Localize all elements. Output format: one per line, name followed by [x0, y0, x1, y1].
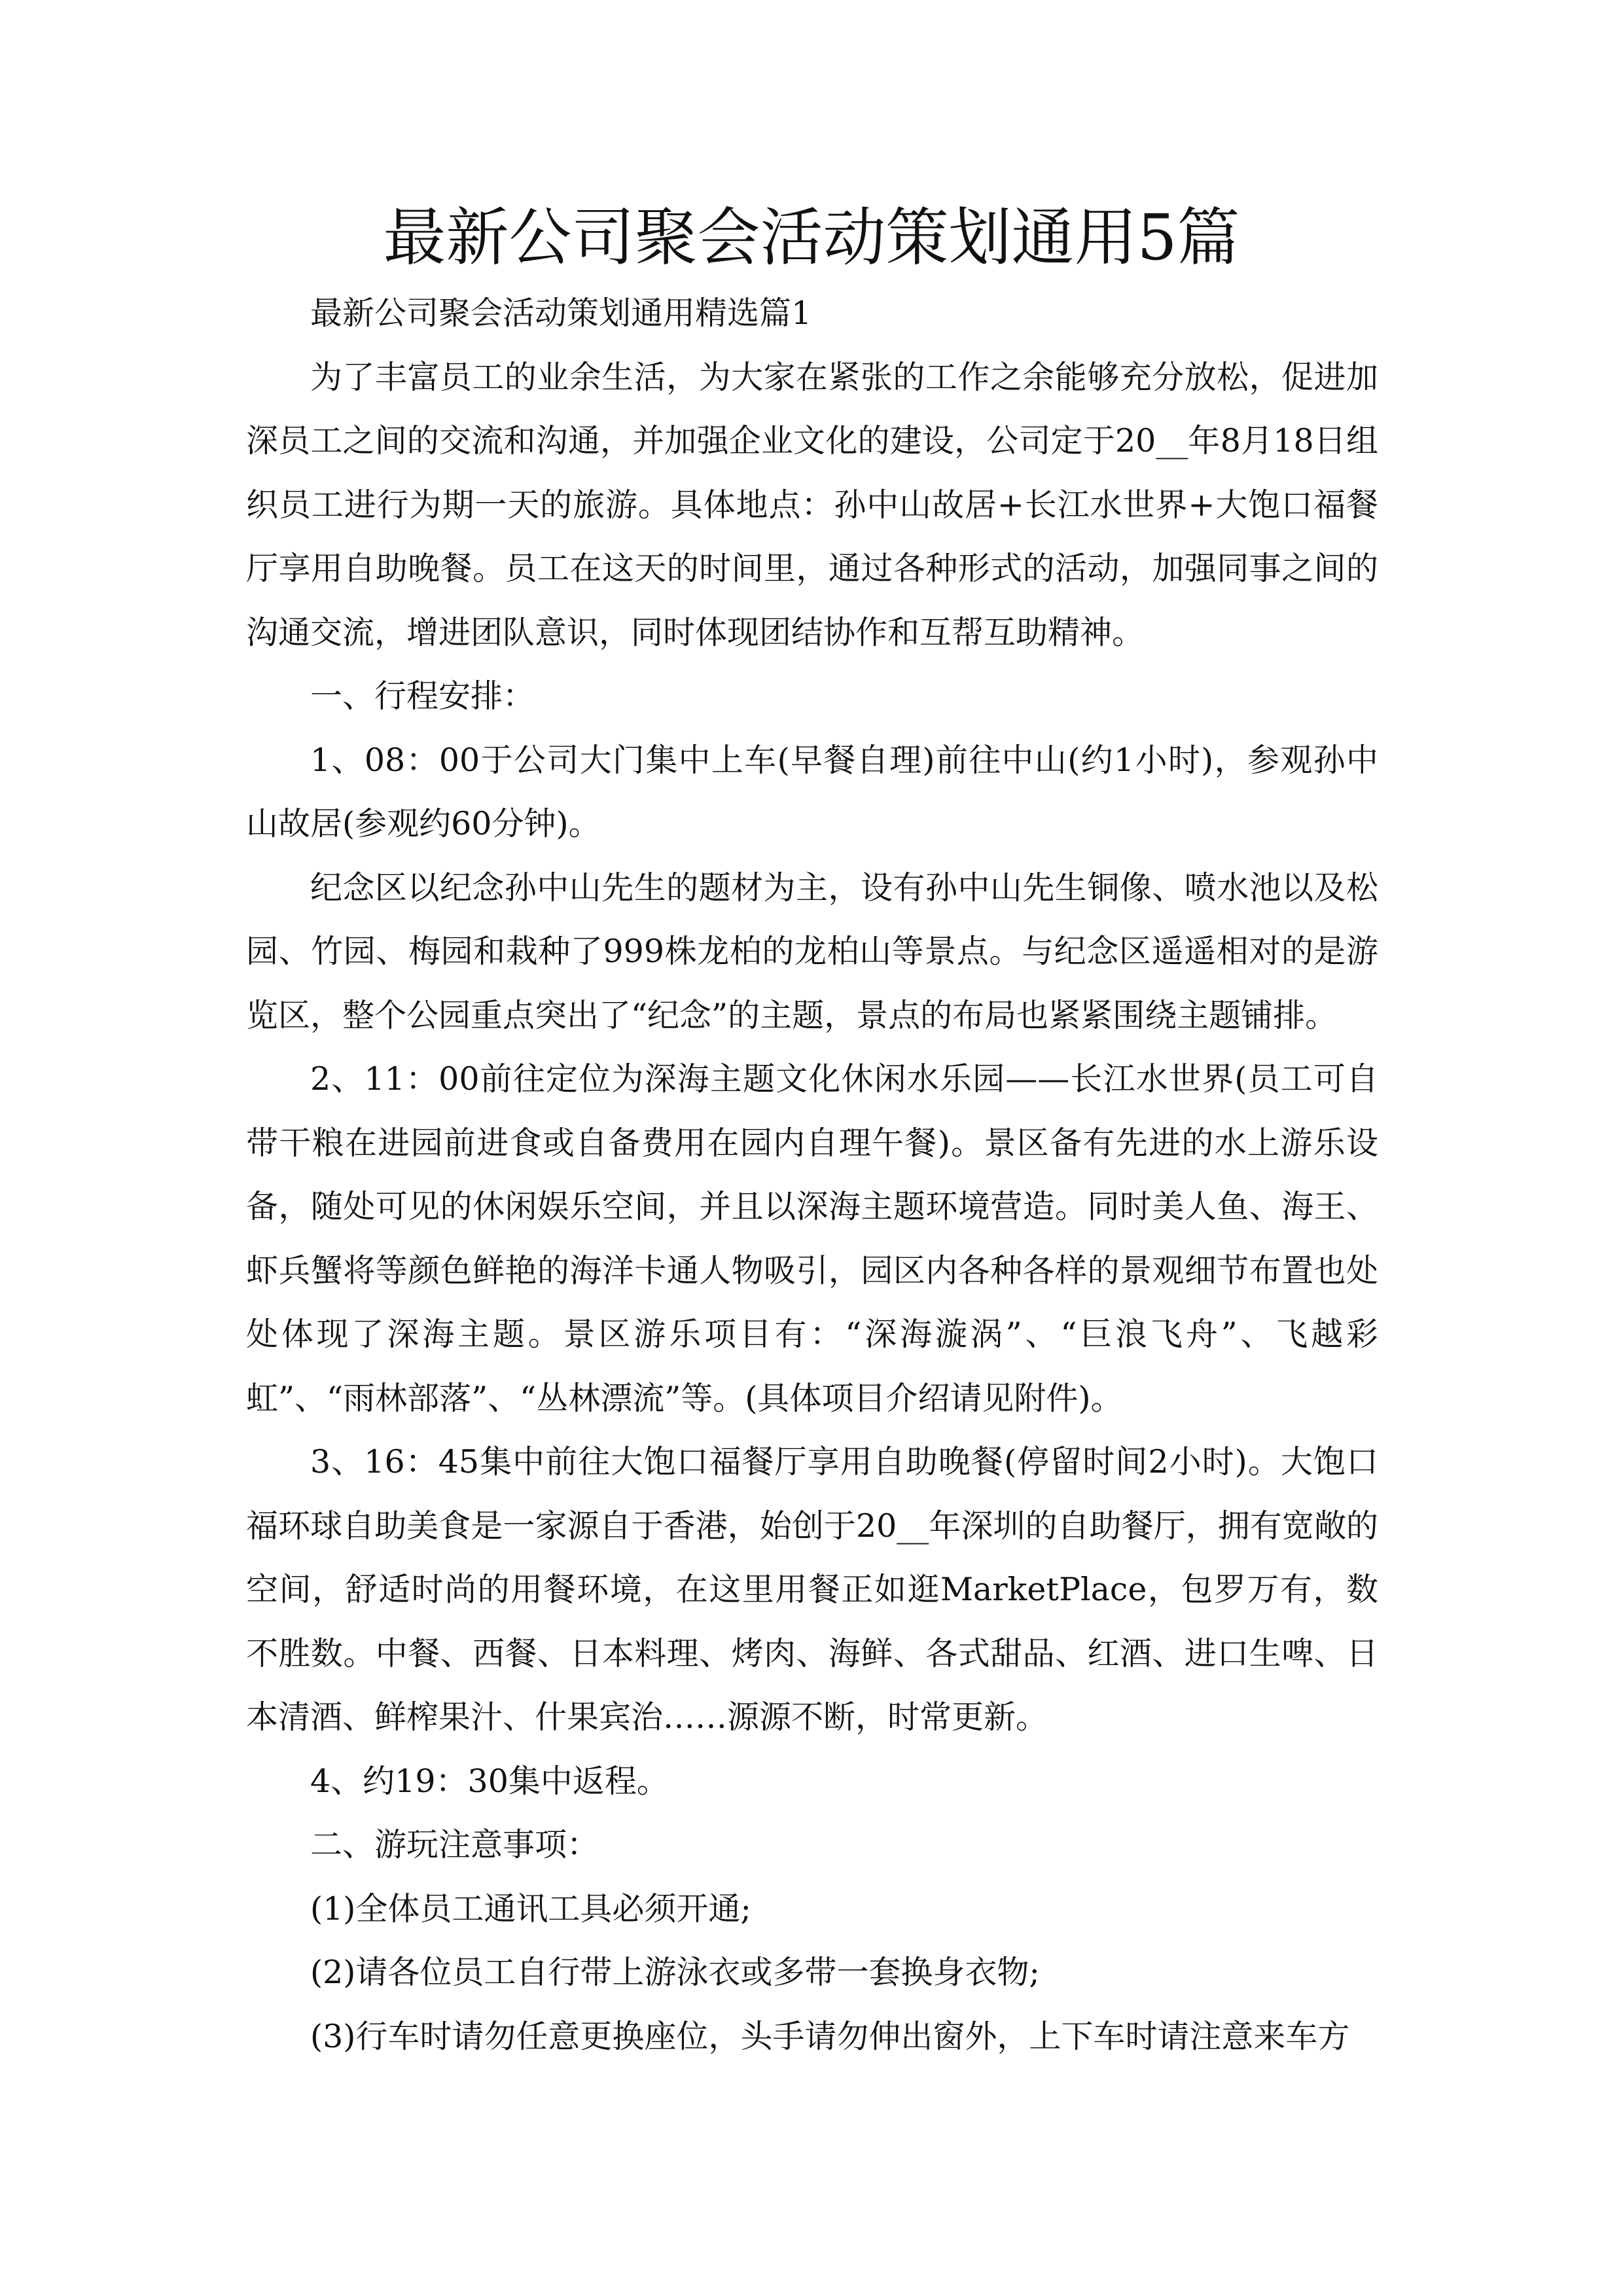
memorial-area-paragraph: 纪念区以纪念孙中山先生的题材为主，设有孙中山先生铜像、喷水池以及松园、竹园、梅园和栽种了999株龙柏的龙柏山等景点。与纪念区遥遥相对的是游览区，整个公园重点突出了“纪念”的主题，景点的布局也紧紧围绕主题铺排。 [246, 869, 1378, 1034]
document-body [246, 281, 1378, 2068]
schedule-item-4: 4、约19：30集中返程。 [310, 1762, 669, 1800]
schedule-item-1: 1、08：00于公司大门集中上车(早餐自理)前往中山(约1小时)，参观孙中山故居(参观约60分钟)。 [246, 741, 1378, 842]
schedule-heading: 一、行程安排： [310, 677, 535, 715]
note-item-1: (1)全体员工通讯工具必须开通; [310, 1890, 751, 1928]
document-subtitle: 最新公司聚会活动策划通用精选篇1 [310, 295, 812, 332]
note-item-2: (2)请各位员工自行带上游泳衣或多带一套换身衣物; [310, 1954, 1040, 1991]
document-title: 最新公司聚会活动策划通用5篇 [383, 201, 1240, 274]
intro-paragraph: 为了丰富员工的业余生活，为大家在紧张的工作之余能够充分放松，促进加深员工之间的交流和沟通，并加强企业文化的建设，公司定于20__年8月18日组织员工进行为期一天的旅游。具体地点：孙中山故居+长江水世界+大饱口福餐厅享用自助晚餐。员工在这天的时间里，通过各种形式的活动，加强同事之间的沟通交流，增进团队意识，同时体现团结协作和互帮互助精神。 [246, 358, 1378, 651]
schedule-item-2: 2、11：00前往定位为深海主题文化休闲水乐园——长江水世界(员工可自带干粮在进园前进食或自备费用在园内自理午餐)。景区备有先进的水上游乐设备，随处可见的休闲娱乐空间，并且以深海主题环境营造。同时美人鱼、海王、虾兵蟹将等颜色鲜艳的海洋卡通人物吸引，园区内各种各样的景观细节布置也处处体现了深海主题。景区游乐项目有：“深海漩涡”、“巨浪飞舟”、飞越彩虹”、“雨林部落”、“丛林漂流”等。(具体项目介绍请见附件)。 [246, 1060, 1378, 1417]
notes-heading: 二、游玩注意事项： [310, 1826, 599, 1863]
note-item-3: (3)行车时请勿任意更换座位，头手请勿伸出窗外，上下车时请注意来车方 [310, 2017, 1350, 2055]
schedule-item-3: 3、16：45集中前往大饱口福餐厅享用自助晚餐(停留时间2小时)。大饱口福环球自助美食是一家源自于香港，始创于20__年深圳的自助餐厅，拥有宽敞的空间，舒适时尚的用餐环境，在这里用餐正如逛MarketPlace，包罗万有，数不胜数。中餐、西餐、日本料理、烤肉、海鲜、各式甜品、红酒、进口生啤、日本清酒、鲜榨果汁、什果宾治……源源不断，时常更新。 [246, 1443, 1378, 1736]
